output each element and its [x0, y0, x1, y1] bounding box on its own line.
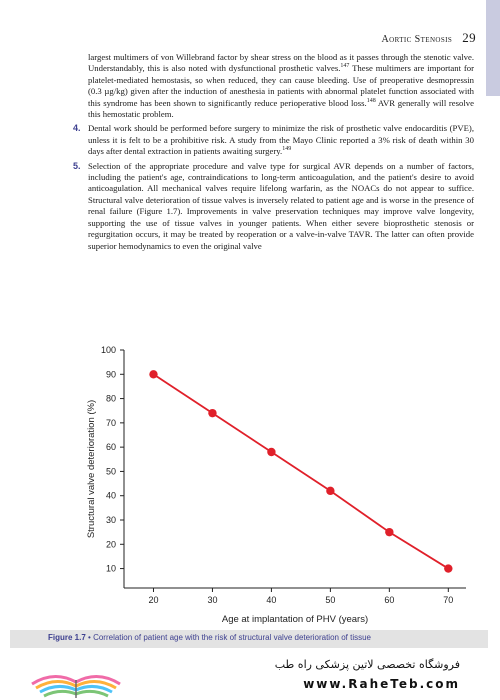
running-header: [382, 30, 476, 46]
data-point: [149, 370, 157, 378]
x-tick-label: 30: [207, 595, 218, 605]
y-tick-label: 90: [105, 369, 116, 380]
caption-text: Correlation of patient age with the risk of structural valve deterioration of tissue: [93, 633, 371, 642]
item-text: Selection of the appropriate procedure and valve type for surgical AVR depends on a number of factors, including the patient's age, contraindications to long-term anticoagulation, and the patient's desire to avoid anticoagulation. All mechanical valves require lifelong warfarin, as the NOACs do not appear to suffice. Structural valve deterioration of tissue valves is inversely related to patient age and is worse in the presence of renal failure (Figure 1.7). Improvements in valve preservation techniques may improve valve longevity, supporting the use of tissue valves in younger patients. When either severe bioprosthetic stenosis or regurgitation occurs, it may be treated by reoperation or a valve-in-valve TAVR. The latter can often provide superior hemodynamics to even the original valve: [88, 160, 474, 251]
data-point: [326, 487, 334, 495]
data-point: [385, 528, 393, 536]
x-tick-label: 70: [443, 595, 454, 605]
y-tick-label: 70: [105, 417, 116, 428]
section-title: Aortic Stenosis: [381, 34, 453, 45]
y-tick-label: 20: [105, 539, 116, 550]
data-point: [208, 409, 216, 417]
caption-separator: •: [88, 633, 91, 642]
x-tick-label: 20: [148, 595, 159, 605]
x-tick-label: 60: [384, 595, 395, 605]
store-banner: [0, 648, 500, 700]
y-tick-label: 30: [105, 515, 116, 525]
list-number: 4.: [73, 123, 81, 134]
page-number: 29: [462, 30, 476, 45]
y-tick-label: 10: [105, 563, 116, 574]
continued-paragraph: largest multimers of von Willebrand factor by shear stress on the blood as it passes through the stenotic valve. Understandably, this is also noted with dysfunctional prosthetic valves.$^{147}$ These multimers are important for platelet-mediated hemostasis, so when reduced, they can cause bleeding. Use of preoperative desmopressin (0.3 µg/kg) given after the induction of anesthesia in patients with abnormal platelet function associated with this syndrome has been shown to significantly reduce perioperative blood loss.$^{148}$ AVR generally will resolve this hemostatic problem.: [88, 52, 474, 120]
reference-superscript: 147: [340, 63, 350, 70]
list-item-4: [73, 123, 474, 157]
body-text: [73, 52, 474, 252]
book-logo-icon: [26, 656, 126, 700]
reference-superscript: 149: [282, 146, 292, 153]
y-tick-label: 100: [100, 345, 116, 355]
store-url: www.RaheTeb.com: [303, 677, 460, 691]
data-point: [444, 564, 452, 572]
line-chart: [78, 340, 478, 630]
item-text: Dental work should be performed before surgery to minimize the risk of prosthetic valve endocarditis (PVE), unless it is felt to be a prohibitive risk. A study from the Mayo Clinic reported a 3% risk of death within 30 days after dental extraction in patients awaiting surgery.$^{149}$: [88, 123, 474, 157]
y-tick-label: 80: [105, 393, 116, 404]
figure-caption: [10, 630, 488, 648]
figure-label: Figure 1.7: [48, 633, 86, 642]
x-tick-label: 40: [266, 595, 277, 605]
page-edge-tab: [486, 0, 500, 96]
y-tick-label: 50: [105, 466, 116, 477]
store-name: فروشگاه تخصصی لاتین پزشکی راه طب: [274, 658, 460, 671]
series-line: [153, 374, 448, 568]
y-tick-label: 40: [105, 490, 116, 501]
list-number: 5.: [73, 160, 81, 171]
list-item-5: [73, 160, 474, 252]
reference-superscript: 148: [366, 97, 376, 104]
x-tick-label: 50: [325, 595, 336, 605]
y-axis-label: Structural valve deterioration (%): [86, 399, 97, 539]
x-axis-label: Age at implantation of PHV (years): [221, 614, 369, 625]
data-point: [267, 448, 275, 456]
y-tick-label: 60: [105, 442, 116, 453]
